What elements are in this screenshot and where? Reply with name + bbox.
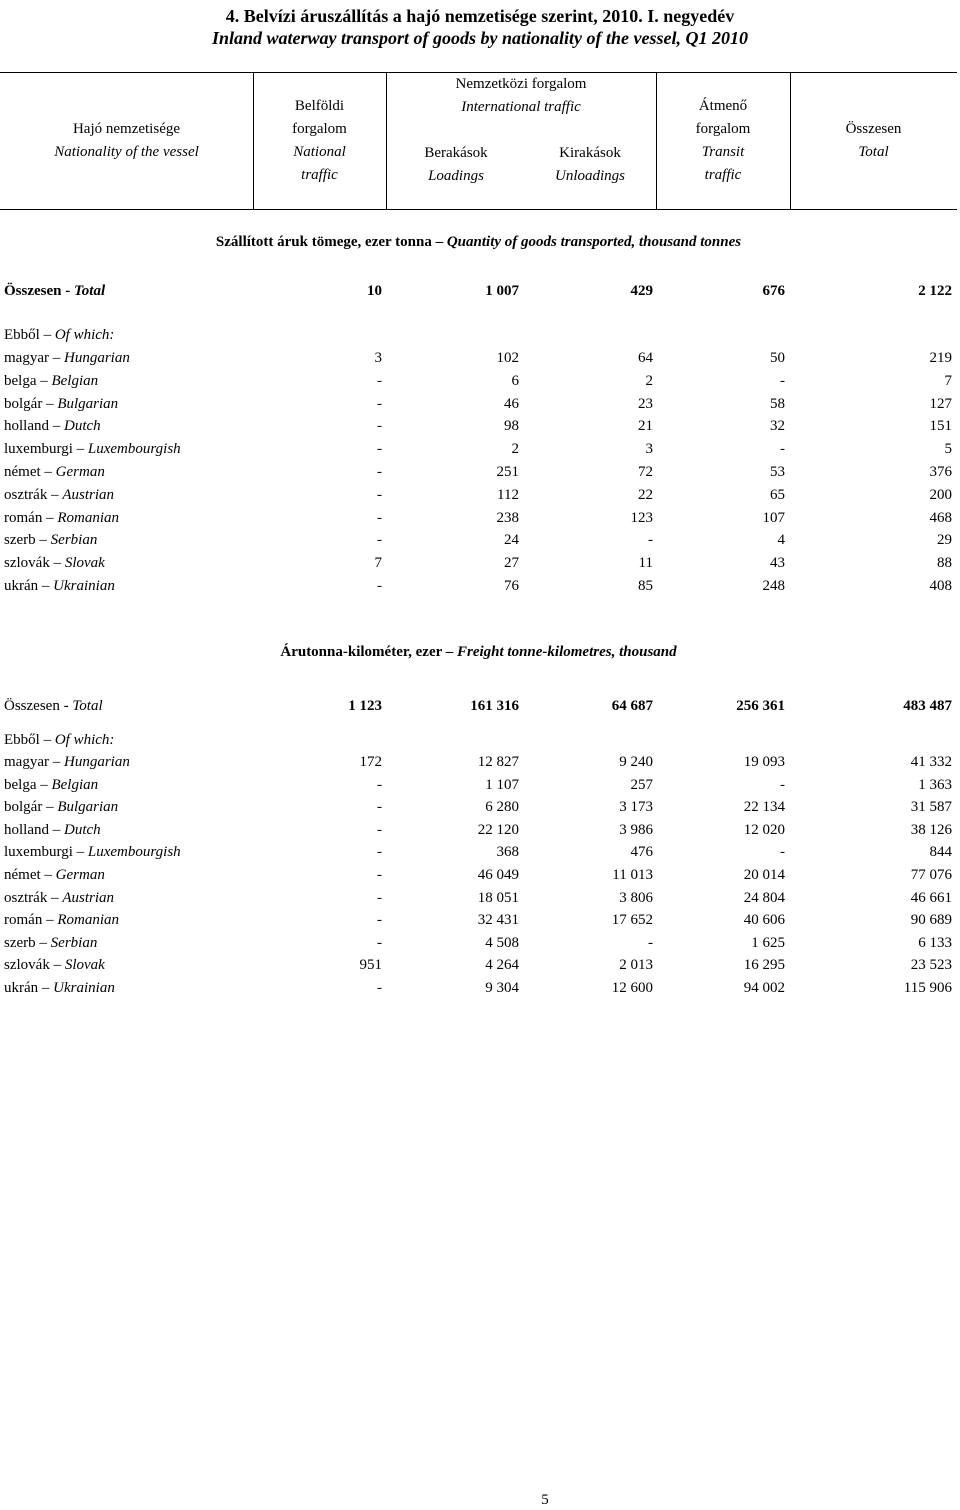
- row-label-en: Dutch: [64, 821, 101, 838]
- table-row: [0, 932, 957, 954]
- cell-transit: 107: [762, 509, 785, 526]
- cell-national: 172: [359, 754, 382, 770]
- cell-loadings: 22 120: [477, 821, 519, 838]
- row-label-en: Dutch: [64, 418, 101, 435]
- total-label-hu: Összesen -: [4, 698, 69, 714]
- row-label-en: Romanian: [57, 509, 119, 526]
- cell-total: 88: [937, 555, 952, 572]
- header-international: [386, 73, 656, 119]
- header-transit-en-b: traffic: [704, 167, 742, 183]
- header-transit-hu-a: Átmenő: [698, 98, 748, 114]
- cell-national: 951: [359, 957, 382, 974]
- cell-transit: 53: [770, 464, 785, 480]
- section-title-tkm: [0, 644, 957, 661]
- table-row: [0, 552, 957, 574]
- header-nationality-en: Nationality of the vessel: [54, 144, 199, 160]
- cell-unloadings: 2: [645, 372, 653, 389]
- cell-loadings: 27: [504, 555, 519, 572]
- cell-total: 151: [929, 418, 952, 435]
- cell-national: -: [377, 532, 382, 549]
- cell-unloadings: 3 173: [619, 799, 653, 816]
- cell-national: -: [377, 578, 382, 594]
- cell-unloadings: 85: [638, 578, 653, 594]
- total-loadings: 161 316: [470, 698, 519, 714]
- row-label-hu: magyar –: [4, 754, 61, 770]
- cell-transit: 24 804: [743, 889, 785, 906]
- cell-unloadings: 17 652: [611, 912, 653, 929]
- cell-unloadings: 123: [630, 509, 653, 526]
- cell-loadings: 4 264: [485, 957, 519, 974]
- cell-loadings: 6: [511, 372, 519, 389]
- of-which-hu: Ebből –: [4, 732, 52, 748]
- cell-total: 29: [937, 532, 952, 549]
- cell-national: -: [377, 372, 382, 389]
- header-total: [790, 118, 957, 164]
- cell-unloadings: 476: [630, 844, 653, 861]
- header-transit-en-a: Transit: [701, 144, 745, 160]
- cell-national: -: [377, 889, 382, 906]
- row-label-hu: ukrán –: [4, 578, 50, 594]
- cell-loadings: 76: [504, 578, 519, 594]
- cell-unloadings: 11 013: [612, 867, 653, 883]
- cell-transit: 1 625: [751, 934, 785, 951]
- row-label-hu: szerb –: [4, 934, 47, 951]
- total-loadings: 1 007: [485, 283, 519, 299]
- cell-national: -: [377, 395, 382, 412]
- cell-loadings: 251: [496, 464, 519, 480]
- row-label-en: German: [55, 867, 105, 883]
- row-label-hu: belga –: [4, 372, 48, 389]
- cell-unloadings: 3: [645, 441, 653, 458]
- cell-national: -: [377, 486, 382, 503]
- row-label-en: Serbian: [50, 934, 98, 951]
- row-label-hu: szerb –: [4, 532, 47, 549]
- cell-unloadings: 23: [638, 395, 653, 412]
- cell-unloadings: 21: [638, 418, 653, 435]
- total-unloadings: 429: [630, 283, 653, 299]
- cell-unloadings: 2 013: [619, 957, 653, 974]
- cell-national: -: [377, 867, 382, 883]
- cell-national: -: [377, 464, 382, 480]
- table-row: [0, 774, 957, 796]
- section-title-en: Freight tonne-kilometres, thousand: [457, 644, 677, 660]
- row-label-hu: osztrák –: [4, 889, 59, 906]
- cell-transit: 43: [770, 555, 785, 572]
- row-label-en: Austrian: [62, 486, 115, 503]
- cell-total: 5: [944, 441, 952, 458]
- header-unloadings-en: Unloadings: [554, 168, 625, 184]
- cell-total: 844: [929, 844, 952, 861]
- row-label-hu: osztrák –: [4, 486, 59, 503]
- total-total: 2 122: [918, 283, 952, 299]
- row-label-en: Ukrainian: [53, 578, 115, 594]
- row-label-hu: német –: [4, 464, 52, 480]
- total-transit: 676: [762, 283, 785, 299]
- row-label-hu: magyar –: [4, 350, 61, 366]
- cell-unloadings: -: [648, 532, 653, 549]
- cell-transit: -: [780, 776, 785, 793]
- cell-national: -: [377, 441, 382, 458]
- cell-loadings: 368: [496, 844, 519, 861]
- cell-transit: 19 093: [743, 754, 785, 770]
- cell-national: -: [377, 980, 382, 996]
- cell-unloadings: 72: [638, 464, 653, 480]
- cell-total: 468: [929, 509, 952, 526]
- row-label-hu: holland –: [4, 821, 61, 838]
- cell-national: -: [377, 844, 382, 861]
- page-number: 5: [541, 1492, 549, 1508]
- row-label-en: Romanian: [57, 912, 119, 929]
- cell-transit: 22 134: [743, 799, 785, 816]
- cell-total: 1 363: [918, 776, 952, 793]
- section-title-quantity: [0, 234, 957, 251]
- cell-loadings: 32 431: [477, 912, 519, 929]
- table-row: [0, 438, 957, 460]
- row-label-en: Serbian: [50, 532, 98, 549]
- total-row: [0, 695, 957, 717]
- total-row: [0, 280, 957, 302]
- cell-national: -: [377, 799, 382, 816]
- page-subtitle: Inland waterway transport of goods by nationality of the vessel, Q1 2010: [211, 28, 749, 48]
- cell-transit: 94 002: [743, 980, 785, 996]
- row-label-hu: holland –: [4, 418, 61, 435]
- cell-total: 31 587: [910, 799, 952, 816]
- table-row: [0, 819, 957, 841]
- cell-loadings: 112: [497, 486, 519, 503]
- of-which-label: [0, 324, 957, 346]
- row-label-hu: bolgár –: [4, 395, 54, 412]
- row-label-en: Ukrainian: [53, 980, 115, 996]
- cell-unloadings: 3 806: [619, 889, 653, 906]
- cell-transit: -: [780, 844, 785, 861]
- cell-loadings: 9 304: [485, 980, 519, 996]
- section-title-en: Quantity of goods transported, thousand tonnes: [446, 234, 742, 250]
- table-row: [0, 347, 957, 369]
- table-row: [0, 507, 957, 529]
- cell-unloadings: 64: [638, 350, 653, 366]
- cell-loadings: 46 049: [477, 867, 519, 883]
- cell-total: 376: [929, 464, 952, 480]
- header-loadings-hu: Berakások: [424, 145, 488, 161]
- table-row: [0, 864, 957, 886]
- header-international-hu: Nemzetközi forgalom: [455, 76, 587, 92]
- cell-transit: 40 606: [743, 912, 785, 929]
- cell-total: 23 523: [910, 957, 952, 974]
- total-national: 1 123: [348, 698, 382, 714]
- cell-transit: 32: [770, 418, 785, 435]
- row-label-en: Slovak: [64, 957, 105, 974]
- cell-loadings: 18 051: [477, 889, 519, 906]
- of-which-label: [0, 729, 957, 751]
- cell-loadings: 98: [504, 418, 519, 435]
- table-row: [0, 393, 957, 415]
- cell-national: -: [377, 776, 382, 793]
- cell-national: -: [377, 418, 382, 435]
- header-transit: [656, 95, 790, 187]
- cell-transit: 248: [762, 578, 785, 594]
- table-row: [0, 887, 957, 909]
- cell-loadings: 238: [496, 509, 519, 526]
- row-label-en: Austrian: [62, 889, 115, 906]
- total-label-hu: Összesen -: [4, 283, 71, 299]
- header-nationality-hu: Hajó nemzetisége: [72, 121, 181, 137]
- header-total-en: Total: [858, 144, 889, 160]
- cell-total: 41 332: [910, 754, 952, 770]
- header-loadings-en: Loadings: [428, 168, 484, 184]
- cell-transit: -: [780, 441, 785, 458]
- row-label-hu: román –: [4, 912, 54, 929]
- row-label-en: Bulgarian: [57, 395, 119, 412]
- cell-unloadings: 9 240: [619, 754, 653, 770]
- table-row: [0, 484, 957, 506]
- header-national-en-a: National: [293, 144, 346, 160]
- row-label-en: Hungarian: [63, 754, 130, 770]
- cell-national: -: [377, 912, 382, 929]
- cell-loadings: 24: [504, 532, 519, 549]
- cell-transit: 65: [770, 486, 785, 503]
- table-row: [0, 529, 957, 551]
- cell-unloadings: -: [648, 934, 653, 951]
- section-title-hu: Árutonna-kilométer, ezer –: [280, 644, 454, 660]
- header-unloadings-hu: Kirakások: [559, 145, 621, 161]
- table-row: [0, 415, 957, 437]
- cell-transit: 4: [777, 532, 785, 549]
- cell-loadings: 2: [511, 441, 519, 458]
- cell-total: 127: [929, 395, 952, 412]
- cell-national: 3: [374, 350, 382, 366]
- row-label-en: Luxembourgish: [87, 441, 181, 458]
- cell-total: 6 133: [918, 934, 952, 951]
- cell-transit: 20 014: [743, 867, 785, 883]
- row-label-en: Belgian: [51, 372, 99, 389]
- row-label-hu: luxemburgi –: [4, 844, 85, 861]
- cell-transit: -: [780, 372, 785, 389]
- of-which-hu: Ebből –: [4, 327, 52, 343]
- cell-transit: 50: [770, 350, 785, 366]
- cell-loadings: 102: [496, 350, 519, 366]
- total-label-en: Total: [74, 283, 106, 299]
- total-label-en: Total: [72, 698, 103, 714]
- cell-national: -: [377, 934, 382, 951]
- cell-unloadings: 3 986: [619, 821, 653, 838]
- cell-total: 408: [929, 578, 952, 594]
- cell-national: -: [377, 509, 382, 526]
- cell-loadings: 12 827: [477, 754, 519, 770]
- total-national: 10: [367, 283, 382, 299]
- cell-total: 200: [929, 486, 952, 503]
- header-international-en: International traffic: [461, 99, 581, 115]
- table-row: [0, 751, 957, 773]
- table-row: [0, 461, 957, 483]
- cell-loadings: 46: [504, 395, 519, 412]
- cell-total: 219: [929, 350, 952, 366]
- row-label-en: Hungarian: [63, 350, 130, 366]
- header-national-hu-a: Belföldi: [294, 98, 345, 114]
- cell-national: -: [377, 821, 382, 838]
- row-label-hu: belga –: [4, 776, 48, 793]
- cell-loadings: 6 280: [485, 799, 519, 816]
- total-total: 483 487: [903, 698, 952, 714]
- cell-unloadings: 12 600: [611, 980, 653, 996]
- table-row: [0, 575, 957, 597]
- header-total-hu: Összesen: [845, 121, 902, 137]
- row-label-en: Slovak: [64, 555, 105, 572]
- cell-total: 38 126: [910, 821, 952, 838]
- row-label-hu: román –: [4, 509, 54, 526]
- row-label-en: German: [55, 464, 105, 480]
- row-label-hu: luxemburgi –: [4, 441, 85, 458]
- row-label-hu: szlovák –: [4, 957, 62, 974]
- table-row: [0, 909, 957, 931]
- cell-unloadings: 11: [638, 555, 653, 572]
- cell-national: 7: [374, 555, 382, 572]
- header-transit-hu-b: forgalom: [695, 121, 751, 137]
- table-row: [0, 796, 957, 818]
- page-title: 4. Belvízi áruszállítás a hajó nemzetisége szerint, 2010. I. negyedév: [225, 6, 735, 26]
- cell-transit: 12 020: [743, 821, 785, 838]
- cell-total: 7: [944, 372, 952, 389]
- cell-unloadings: 257: [630, 776, 653, 793]
- cell-total: 115 906: [903, 980, 952, 996]
- cell-loadings: 1 107: [485, 776, 519, 793]
- table-row: [0, 954, 957, 976]
- cell-total: 77 076: [910, 867, 952, 883]
- cell-unloadings: 22: [638, 486, 653, 503]
- header-loadings: [386, 142, 526, 188]
- section-title-hu: Szállított áruk tömege, ezer tonna –: [215, 234, 444, 250]
- header-national-en-b: traffic: [301, 167, 338, 183]
- cell-total: 46 661: [910, 889, 952, 906]
- row-label-en: Belgian: [51, 776, 99, 793]
- cell-transit: 58: [770, 395, 785, 412]
- row-label-hu: szlovák –: [4, 555, 62, 572]
- row-label-en: Luxembourgish: [87, 844, 181, 861]
- total-unloadings: 64 687: [611, 698, 653, 714]
- row-label-hu: bolgár –: [4, 799, 54, 816]
- total-transit: 256 361: [736, 698, 785, 714]
- table-row: [0, 370, 957, 392]
- header-national-traffic: [253, 95, 386, 187]
- of-which-en: Of which:: [54, 732, 115, 748]
- cell-total: 90 689: [910, 912, 952, 929]
- table-header: [0, 72, 957, 210]
- row-label-hu: német –: [4, 867, 52, 883]
- row-label-en: Bulgarian: [57, 799, 119, 816]
- table-row: [0, 841, 957, 863]
- header-unloadings: [520, 142, 660, 188]
- table-row: [0, 977, 957, 999]
- cell-loadings: 4 508: [485, 934, 519, 951]
- cell-transit: 16 295: [743, 957, 785, 974]
- of-which-en: Of which:: [54, 327, 115, 343]
- header-national-hu-b: forgalom: [292, 121, 347, 137]
- row-label-hu: ukrán –: [4, 980, 50, 996]
- header-nationality: [0, 118, 253, 164]
